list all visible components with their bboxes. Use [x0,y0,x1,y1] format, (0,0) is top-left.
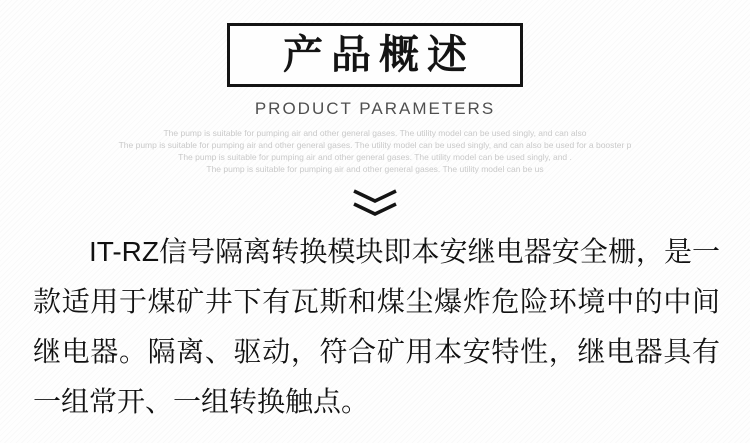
section-subtitle: PRODUCT PARAMETERS [254,99,496,118]
watermark-line: The pump is suitable for pumping air and other general gases. The utility model can be used singly, and . [178,152,572,162]
product-overview-section [0,23,750,443]
watermark-line: The pump is suitable for pumping air and other general gases. The utility model can be used singly, and can also be used for a booster p [118,140,632,150]
watermark-line: The pump is suitable for pumping air and other general gases. The utility model can be used singly, and can also [163,128,587,138]
double-chevron-down-icon [351,188,399,218]
watermark-text-block [0,127,750,175]
product-description-paragraph: IT-RZ信号隔离转换模块即本安继电器安全栅，是一款适用于煤矿井下有瓦斯和煤尘爆炸危险环境中的中间继电器。隔离、驱动，符合矿用本安特性，继电器具有一组常开、一组转换触点。 [33,236,720,417]
section-title-box [227,23,523,87]
watermark-line: The pump is suitable for pumping air and other general gases. The utility model can be us [206,164,544,174]
section-title: 产品概述 [283,33,475,77]
